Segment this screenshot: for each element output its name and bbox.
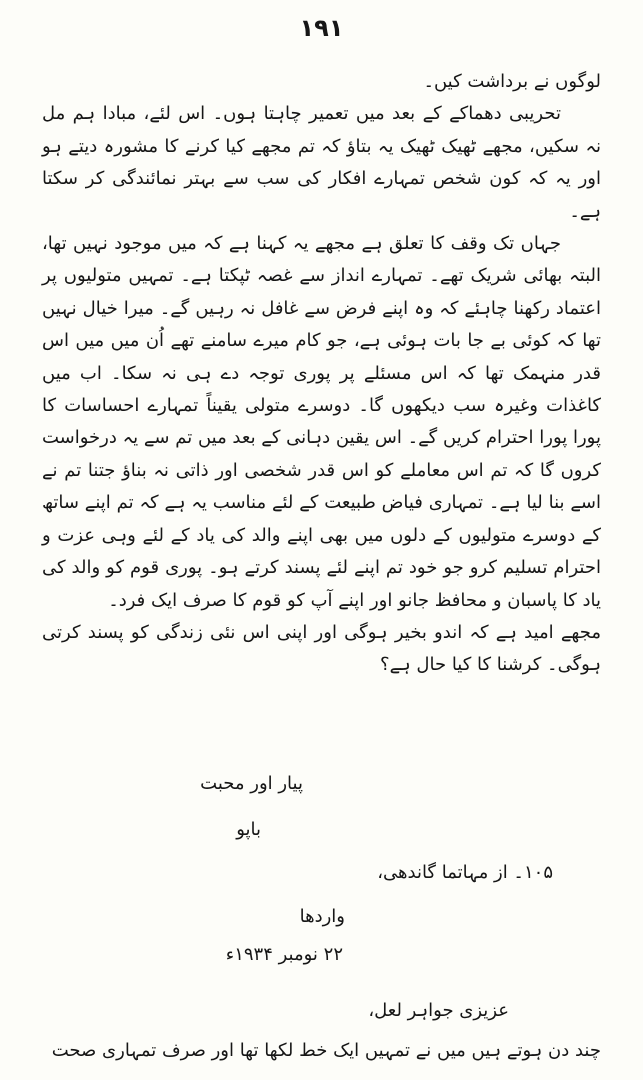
- letter-date: ۲۲ نومبر ۱۹۳۴ء: [225, 944, 343, 965]
- letter-body: [42, 66, 601, 682]
- closing-regards: پیار اور محبت: [200, 773, 303, 794]
- paragraph-2: تحریبی دھماکے کے بعد میں تعمیر چاہتا ہوں۔ اس لئے، مبادا ہم مل نہ سکیں، مجھے ٹھیک ٹھیک یہ بتاؤ کہ تم مجھے کیا کرنے کا مشورہ دیتے ہو اور یہ کہ کون شخص تمہارے افکار کی سب سے بہتر نمائندگی کر سکتا ہے۔: [42, 103, 601, 222]
- page-number: ١٩١: [299, 14, 344, 42]
- salutation: عزیزی جواہر لعل،: [368, 1000, 509, 1021]
- next-letter-first-line: چند دن ہوتے ہیں میں نے تمہیں ایک خط لکھا تھا اور صرف تمہاری صحت: [51, 1040, 601, 1061]
- paragraph-3: جہاں تک وقف کا تعلق ہے مجھے یہ کہنا ہے کہ میں موجود نہیں تھا، البتہ بھائی شریک تھے۔ تمہارے انداز سے غصہ ٹپکتا ہے۔ تمہیں متولیوں پر اعتماد رکھنا چاہئے کہ وہ اپنے فرض سے غافل نہ رہیں گے۔ میرا خیال نہیں تھا کہ کوئی بے جا بات ہوئی ہے، جو کام میرے سامنے تھے اُن میں میں اس قدر منہمک تھا کہ اس مسئلے پر پوری توجہ دے ہی نہ سکا۔ اب میں کاغذات وغیرہ سب دیکھوں گا۔ دوسرے متولی یقیناً تمہارے احساسات کا پورا پورا احترام کریں گے۔ اس یقین دہانی کے بعد میں تم سے یہ درخواست کروں گا کہ تم اس معاملے کو اس قدر شخصی اور ذاتی نہ بناؤ جتنا تم نے اسے بنا لیا ہے۔ تمہاری فیاض طبیعت کے لئے مناسب یہ ہے کہ تم اپنے ساتھ کے دوسرے متولیوں کے دلوں میں بھی اپنے والد کی یاد کے لئے وہی عزت و احترام تسلیم کرو جو خود تم اپنے لئے پسند کرتے ہو۔ پوری قوم کو والد کی یاد کا پاسبان و محافظ جانو اور اپنے آپ کو قوم کا صرف ایک فرد۔: [41, 233, 601, 611]
- paragraph-4: مجھے امید ہے کہ اندو بخیر ہوگی اور اپنی اس نئی زندگی کو پسند کرتی ہوگی۔ کرشنا کا کیا حال ہے؟: [42, 621, 601, 676]
- letter-place: واردھا: [299, 906, 345, 927]
- paragraph-1: لوگوں نے برداشت کیں۔: [423, 71, 601, 92]
- signature-bapu: باپو: [236, 819, 261, 840]
- letter-reference: ۱۰۵۔ از مہاتما گاندھی،: [377, 862, 553, 883]
